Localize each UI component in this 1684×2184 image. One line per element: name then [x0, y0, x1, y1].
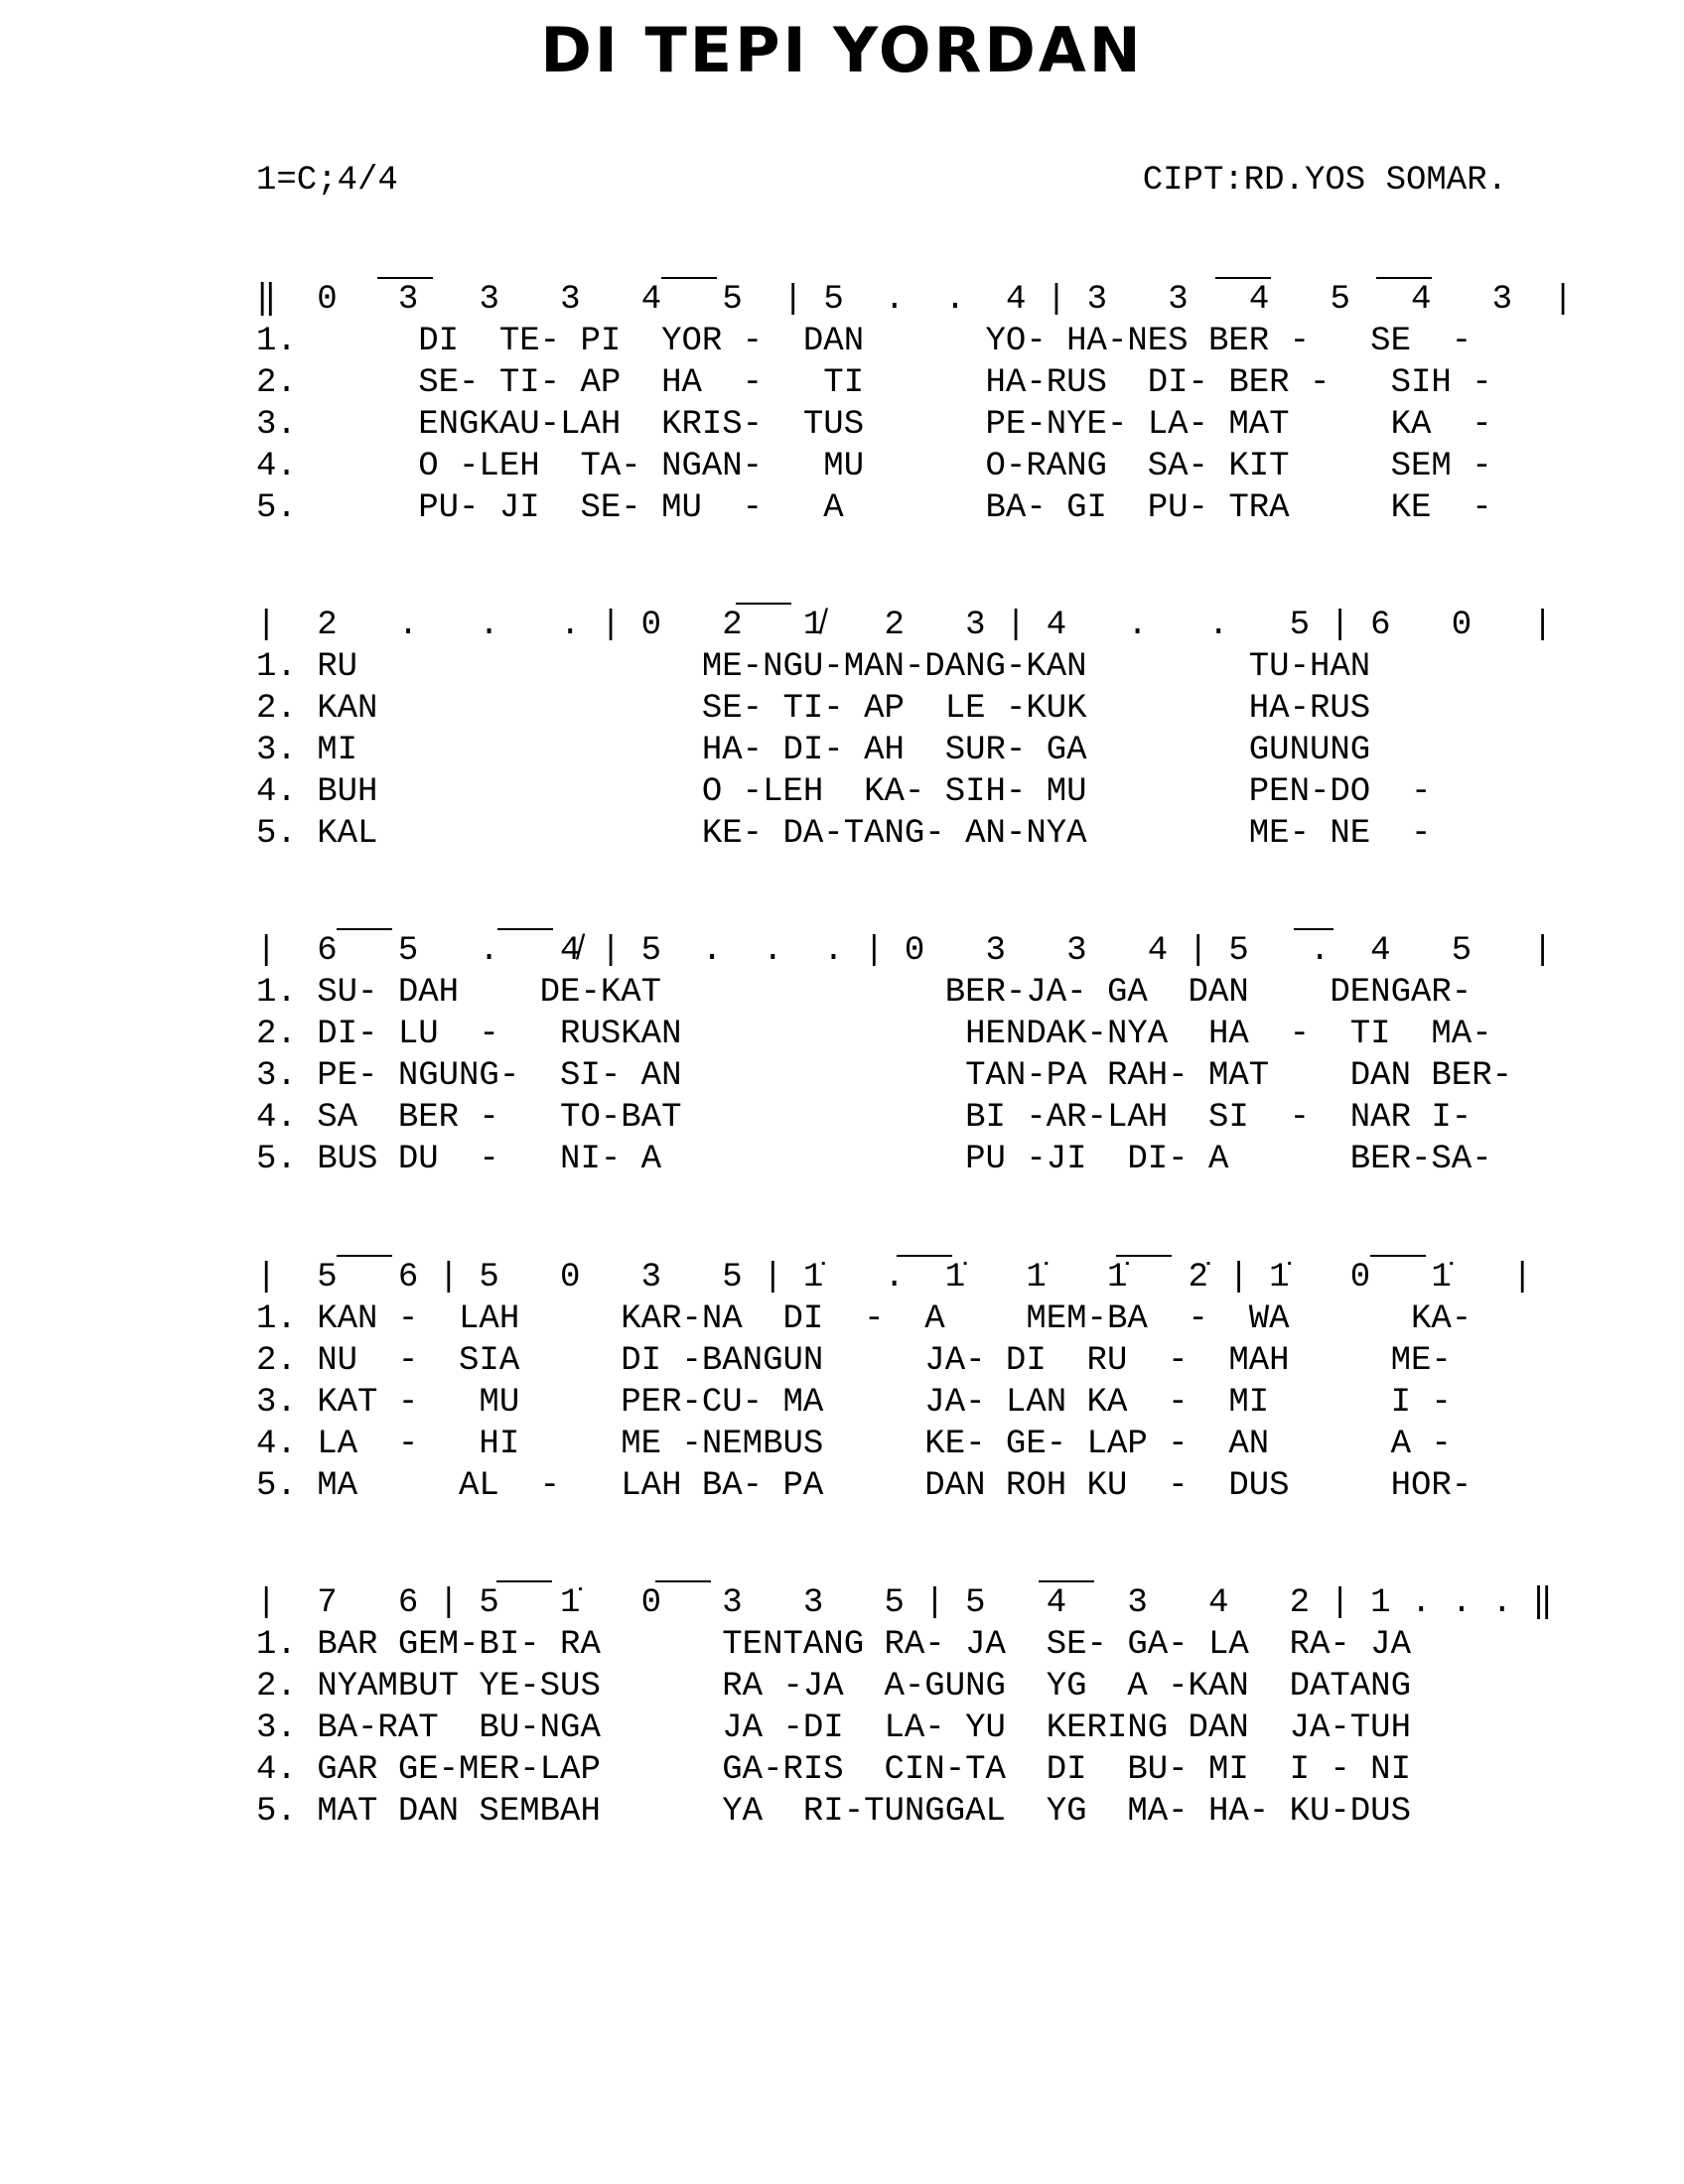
beam	[1370, 1255, 1426, 1257]
beam	[1039, 1580, 1094, 1582]
notation-line: ‖ 0 3 3 3 4 5 | 5 . . 4 | 3 3 4 5 4 3 |	[256, 281, 1574, 319]
beam	[497, 928, 553, 930]
notation-line: | 7 6 | 5 1̇ 0 3 3 5 | 5 4 3 4 2 | 1 . . . ‖	[256, 1584, 1553, 1622]
song-title: DI TEPI YORDAN	[540, 14, 1144, 86]
lyrics-verses: 1. KAN - LAH KAR-NA DI - A MEM-BA - WA KA- 2. NU - SIA DI -BANGUN JA- DI RU - MAH ME- 3. KAT - MU PER-CU- MA JA- LAN KA - MI I - 4. LA - HI ME -NEMBUS KE- GE- LAP - AN A - 5. MA AL - LAH BA- PA DAN ROH KU - DUS HOR-	[256, 1300, 1473, 1505]
music-system-2	[256, 605, 1553, 853]
beam	[736, 603, 791, 605]
music-system-4	[256, 1257, 1537, 1505]
beam	[1376, 277, 1432, 279]
notation-line: | 2 . . . | 0 2 1̸ 2 3 | 4 . . 5 | 6 0 |	[256, 607, 1553, 644]
lyrics-verses: 1. BAR GEM-BI- RA TENTANG RA- JA SE- GA- LA RA- JA 2. NYAMBUT YE-SUS RA -JA A-GUNG YG A -KAN DATANG 3. BA-RAT BU-NGA JA -DI LA- YU KERING DAN JA-TUH 4. GAR GE-MER-LAP GA-RIS CIN-TA DI BU- MI I - NI 5. MAT DAN SEMBAH YA RI-TUNGGAL YG MA- HA- KU-DUS	[256, 1626, 1411, 1831]
beam	[337, 1255, 392, 1257]
music-system-3	[256, 930, 1553, 1178]
notation-line: | 5 6 | 5 0 3 5 | 1̇ . 1̇ 1̇ 1̇ 2̇ | 1̇ 0 1̇ |	[256, 1259, 1533, 1297]
beam	[337, 928, 392, 930]
beam	[1116, 1255, 1172, 1257]
beam	[661, 277, 717, 279]
beam	[897, 1255, 952, 1257]
beam	[1215, 277, 1271, 279]
music-system-5	[256, 1582, 1553, 1831]
beam	[377, 277, 433, 279]
key-signature: 1=C;4/4	[256, 162, 398, 200]
composer-credit: CIPT:RD.YOS SOMAR.	[1142, 162, 1507, 200]
music-system-1	[256, 279, 1574, 527]
beam	[655, 1580, 711, 1582]
notation-line: | 6 5 . 4̸ | 5 . . . | 0 3 3 4 | 5 . 4 5 |	[256, 932, 1553, 970]
lyrics-verses: 1. SU- DAH DE-KAT BER-JA- GA DAN DENGAR- 2. DI- LU - RUSKAN HENDAK-NYA HA - TI MA- 3. PE- NGUNG- SI- AN TAN-PA RAH- MAT DAN BER- 4. SA BER - TO-BAT BI -AR-LAH SI - NAR I- 5. BUS DU - NI- A PU -JI DI- A BER-SA-	[256, 974, 1513, 1178]
beam	[1294, 928, 1333, 930]
lyrics-verses: 1. DI TE- PI YOR - DAN YO- HA-NES BER - SE - 2. SE- TI- AP HA - TI HA-RUS DI- BER - SIH - 3. ENGKAU-LAH KRIS- TUS PE-NYE- LA- MAT KA - 4. O -LEH TA- NGAN- MU O-RANG SA- KIT SEM - 5. PU- JI SE- MU - A BA- GI PU- TRA KE -	[256, 323, 1492, 527]
beam	[496, 1580, 552, 1582]
lyrics-verses: 1. RU ME-NGU-MAN-DANG-KAN TU-HAN 2. KAN SE- TI- AP LE -KUK HA-RUS 3. MI HA- DI- AH SUR- GA GUNUNG 4. BUH O -LEH KA- SIH- MU PEN-DO - 5. KAL KE- DA-TANG- AN-NYA ME- NE -	[256, 648, 1432, 853]
